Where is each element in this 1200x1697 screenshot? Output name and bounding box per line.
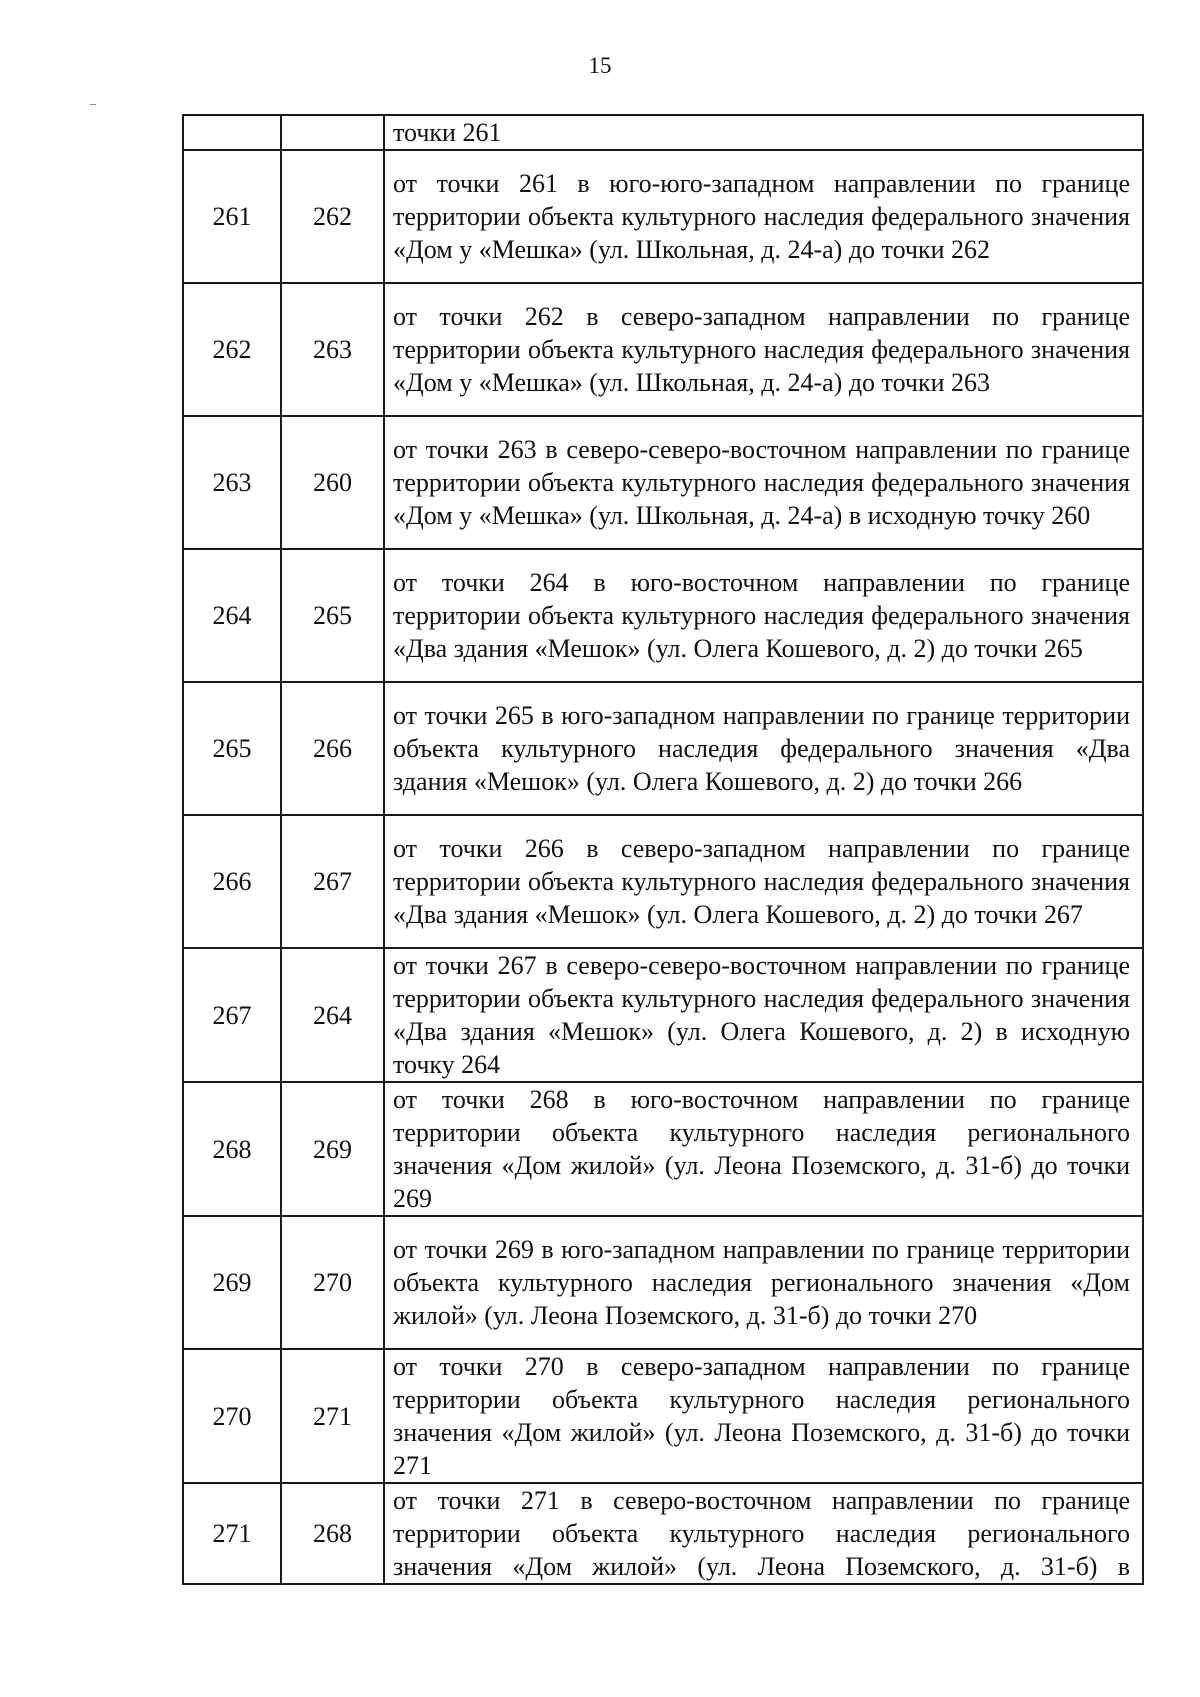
description-cell: от точки 268 в юго-восточном направлении по границе территории объекта культурного наследия регионального значения «Дом жилой» (ул. Леона Поземского, д. 31-б) до точки 269	[384, 1082, 1143, 1216]
from-point-cell: 269	[183, 1216, 281, 1349]
from-point-cell: 271	[183, 1483, 281, 1584]
table-row	[183, 1349, 1143, 1483]
page-number: 15	[588, 53, 612, 78]
table-row	[183, 150, 1143, 283]
description-cell: от точки 269 в юго-западном направлении по границе территории объекта культурного наследия регионального значения «Дом жилой» (ул. Леона Поземского, д. 31-б) до точки 270	[384, 1216, 1143, 1349]
table-row	[183, 682, 1143, 815]
to-point-cell	[281, 115, 384, 150]
to-point-cell: 266	[281, 682, 384, 815]
to-point-cell: 263	[281, 283, 384, 416]
to-point-cell: 270	[281, 1216, 384, 1349]
description-cell: от точки 270 в северо-западном направлении по границе территории объекта культурного наследия регионального значения «Дом жилой» (ул. Леона Поземского, д. 31-б) до точки 271	[384, 1349, 1143, 1483]
description-cell: от точки 263 в северо-северо-восточном направлении по границе территории объекта культурного наследия федерального значения «Дом у «Мешка» (ул. Школьная, д. 24-а) в исходную точку 260	[384, 416, 1143, 549]
to-point-cell: 265	[281, 549, 384, 682]
description-cell: точки 261	[384, 115, 1143, 150]
to-point-cell: 264	[281, 948, 384, 1082]
from-point-cell: 264	[183, 549, 281, 682]
to-point-cell: 262	[281, 150, 384, 283]
description-cell: от точки 266 в северо-западном направлении по границе территории объекта культурного наследия федерального значения «Два здания «Мешок» (ул. Олега Кошевого, д. 2) до точки 267	[384, 815, 1143, 948]
table-row	[183, 283, 1143, 416]
boundary-points-table	[182, 114, 1144, 1585]
description-cell: от точки 265 в юго-западном направлении по границе территории объекта культурного наследия федерального значения «Два здания «Мешок» (ул. Олега Кошевого, д. 2) до точки 266	[384, 682, 1143, 815]
from-point-cell: 261	[183, 150, 281, 283]
from-point-cell: 268	[183, 1082, 281, 1216]
to-point-cell: 271	[281, 1349, 384, 1483]
to-point-cell: 260	[281, 416, 384, 549]
to-point-cell: 269	[281, 1082, 384, 1216]
from-point-cell: 267	[183, 948, 281, 1082]
from-point-cell: 266	[183, 815, 281, 948]
from-point-cell: 263	[183, 416, 281, 549]
table-row	[183, 1082, 1143, 1216]
table-row	[183, 948, 1143, 1082]
description-cell: от точки 271 в северо-восточном направлении по границе территории объекта культурного наследия регионального значения «Дом жилой» (ул. Леона Поземского, д. 31-б) в	[384, 1483, 1143, 1584]
description-cell: от точки 264 в юго-восточном направлении по границе территории объекта культурного наследия федерального значения «Два здания «Мешок» (ул. Олега Кошевого, д. 2) до точки 265	[384, 549, 1143, 682]
from-point-cell: 262	[183, 283, 281, 416]
from-point-cell: 270	[183, 1349, 281, 1483]
table-row	[183, 1483, 1143, 1584]
description-cell: от точки 267 в северо-северо-восточном направлении по границе территории объекта культурного наследия федерального значения «Два здания «Мешок» (ул. Олега Кошевого, д. 2) в исходную точку 264	[384, 948, 1143, 1082]
table-row	[183, 815, 1143, 948]
description-cell: от точки 262 в северо-западном направлении по границе территории объекта культурного наследия федерального значения «Дом у «Мешка» (ул. Школьная, д. 24-а) до точки 263	[384, 283, 1143, 416]
from-point-cell: 265	[183, 682, 281, 815]
table-row	[183, 549, 1143, 682]
table-row-continuation	[183, 115, 1143, 150]
to-point-cell: 268	[281, 1483, 384, 1584]
from-point-cell	[183, 115, 281, 150]
to-point-cell: 267	[281, 815, 384, 948]
scan-artifact	[90, 104, 96, 105]
description-cell: от точки 261 в юго-юго-западном направлении по границе территории объекта культурного наследия федерального значения «Дом у «Мешка» (ул. Школьная, д. 24-а) до точки 262	[384, 150, 1143, 283]
table-row	[183, 1216, 1143, 1349]
table-row	[183, 416, 1143, 549]
